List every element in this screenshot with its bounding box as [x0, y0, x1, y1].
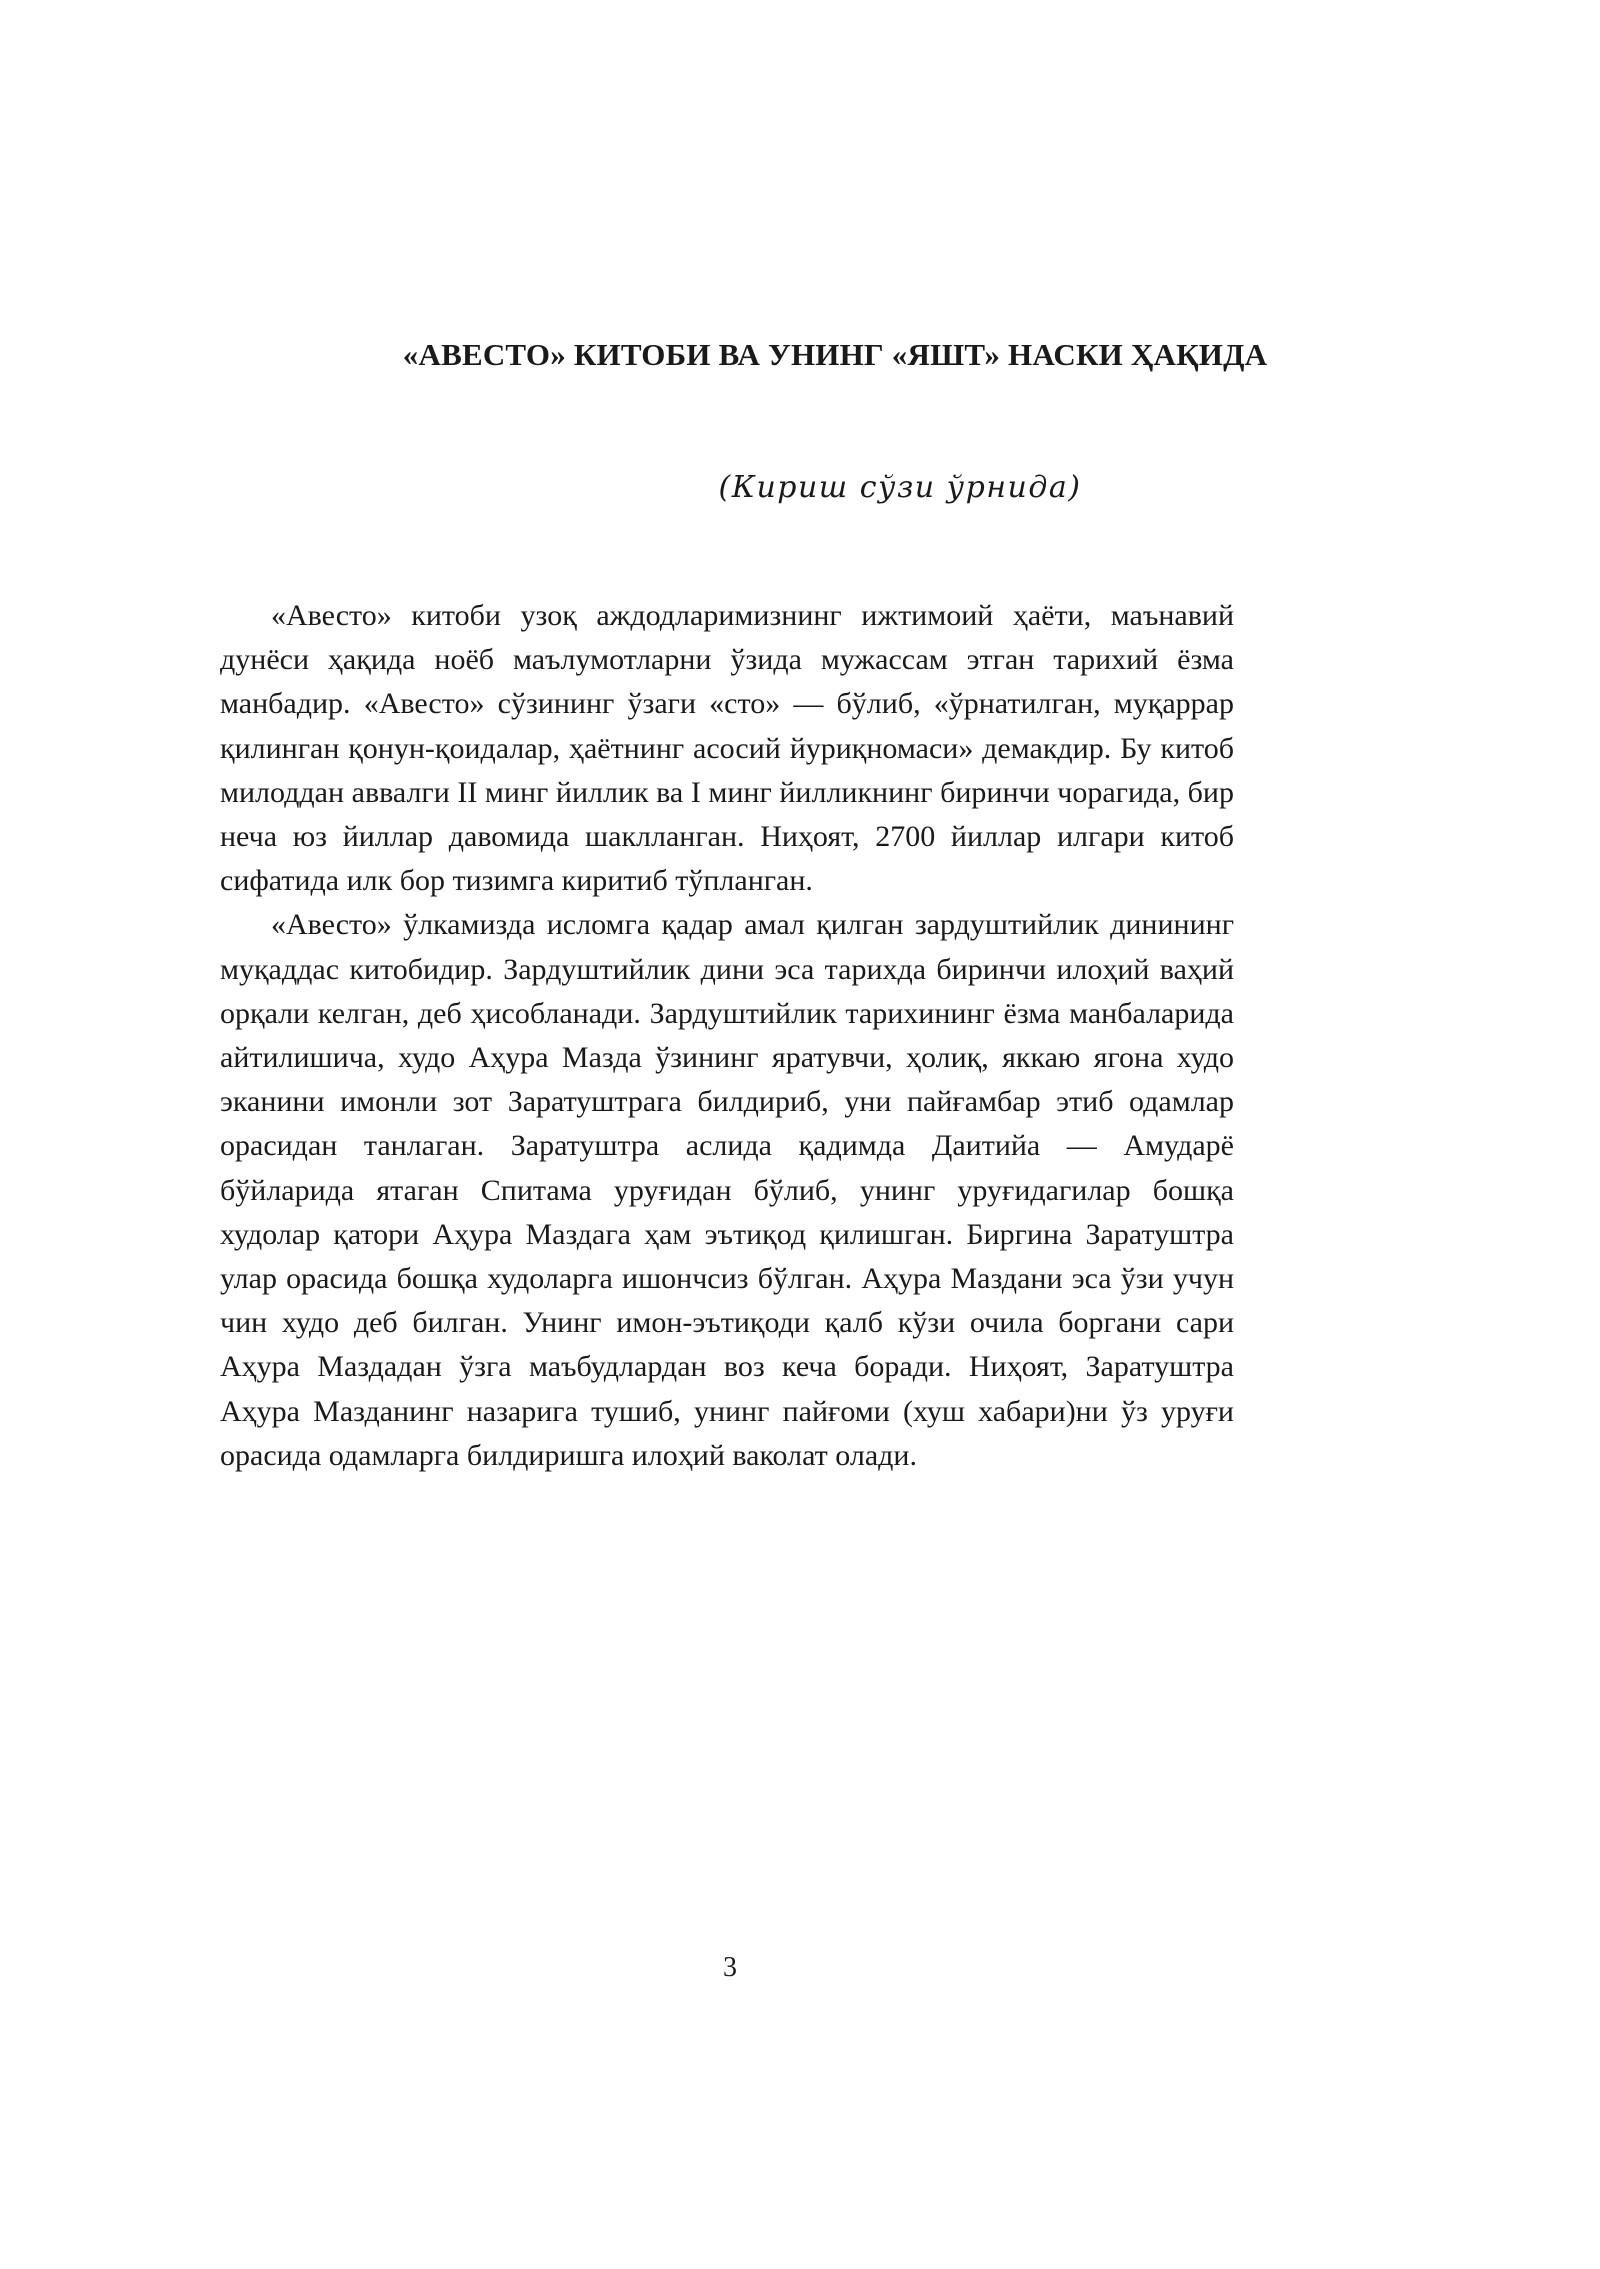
page-title: «АВЕСТО» КИТОБИ ВА УНИНГ «ЯШТ» НАСКИ ҲАҚИДА: [402, 337, 1268, 372]
paragraph: «Авесто» ўлкамизда исломга қадар амал қилган зардуштийлик динининг муқаддас китобидир. Зардуштийлик дини эса тарихда биринчи илоҳий ваҳий орқали келган, деб ҳисобланади. Зардуштийлик тарихининг ёзма манбаларида айтилишича, худо Аҳура Мазда ўзининг яратувчи, ҳолиқ, яккаю ягона худо эканини имонли зот Заратуштрага билдириб, уни пайғамбар этиб одамлар орасидан танлаган. Заратуштра аслида қадимда Даитийа — Амударё бўйларида ятаган Спитама уруғидан бўлиб, унинг уруғидагилар бошқа худолар қатори Аҳура Маздага ҳам эътиқод қилишган. Биргина Заратуштра улар орасида бошқа худоларга ишончсиз бўлган. Аҳура Маздани эса ўзи учун чин худо деб билган. Унинг имон-эътиқоди қалб кўзи очила боргани сари Аҳура Маздадан ўзга маъбудлардан воз кеча боради. Ниҳоят, Заратуштра Аҳура Мазданинг назарига тушиб, унинг пайғоми (хуш хабари)ни ўз уруғи орасида одамларга билдиришга илоҳий ваколат олади.: [220, 908, 1234, 1472]
page-subtitle: (Кириш сўзи ўрнида): [718, 470, 1082, 505]
page-number: 3: [723, 1952, 737, 1983]
paragraph: «Авесто» китоби узоқ аждодларимизнинг ижтимоий ҳаёти, маънавий дунёси ҳақида ноёб маълумотларни ўзида мужассам этган тарихий ёзма манбадир. «Авесто» сўзининг ўзаги «сто» — бўлиб, «ўрнатилган, муқаррар қилинган қонун-қоидалар, ҳаётнинг асосий йуриқномаси» демакдир. Бу китоб милоддан аввалги II минг йиллик ва I минг йилликнинг биринчи чорагида, бир неча юз йиллар давомида шаклланган. Ниҳоят, 2700 йиллар илгари китоб сифатида илк бор тизимга киритиб тўпланган.: [220, 599, 1234, 898]
body-text: [220, 594, 1234, 1478]
